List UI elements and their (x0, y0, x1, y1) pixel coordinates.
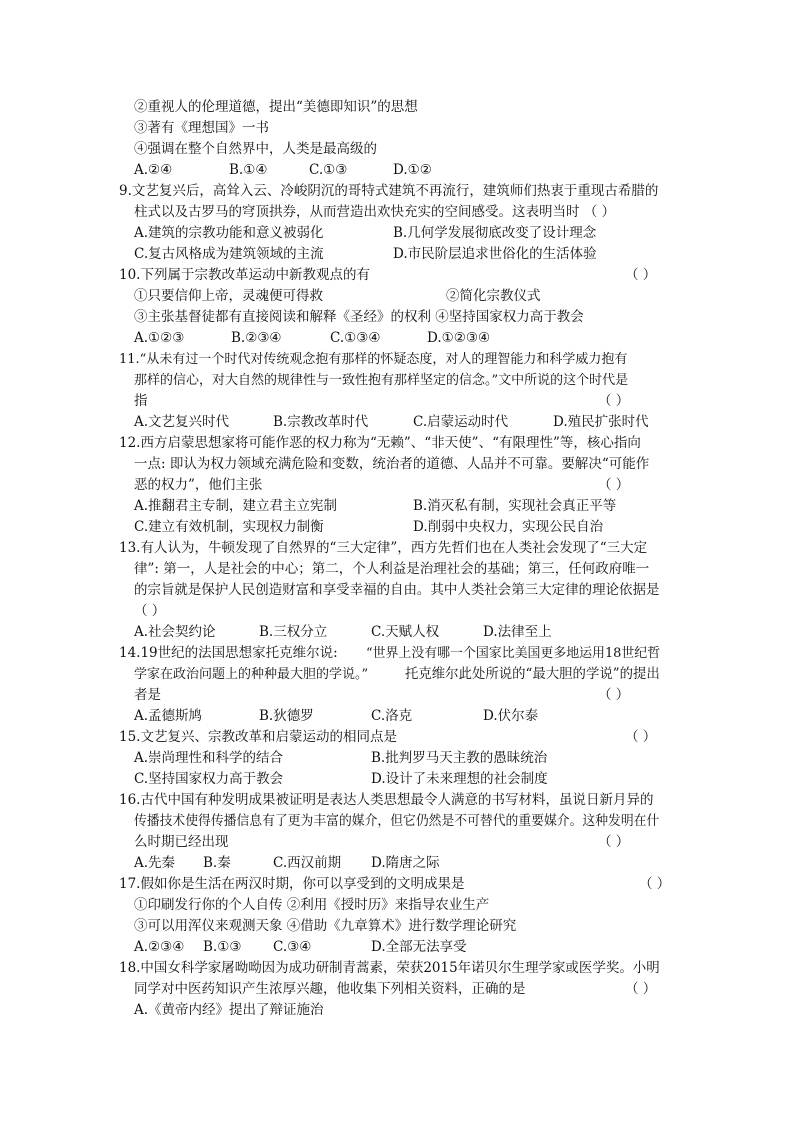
q15-stem: 15.文艺复兴、宗教改革和启蒙运动的相同点是 (119, 729, 397, 745)
q9-stem-line-2: 柱式以及古罗马的穹顶拱券，从而营造出欢快充实的空间感受。这表明当时 （ ） (134, 204, 616, 220)
q14-quote-line-2: 学家在政治问题上的种种最大胆的学说。” (134, 667, 369, 682)
q12-option-b: B.消灭私有制，实现社会真正平等 (413, 498, 617, 514)
q16-option-d: D.隋唐之际 (371, 855, 440, 871)
q15-option-b: B.批判罗马天主教的愚昧统治 (371, 750, 548, 766)
q13-option-c: C.天赋人权 (371, 624, 440, 640)
q16-option-c: C.西汉前期 (273, 855, 342, 871)
q17-option-c: C.③④ (273, 939, 312, 955)
q9-option-d: D.市民阶层追求世俗化的生活体验 (393, 246, 597, 262)
q13-stem-line-1: 13.有人认为，牛顿发现了自然界的“三大定律”，西方先哲们也在人类社会发现了“三大定 (119, 540, 648, 556)
q14-option-d: D.伏尔泰 (483, 708, 539, 724)
q14-stem-line-3: 者是 (134, 687, 161, 703)
q13-stem-line-3: 的宗旨就是保护人民创造财富和享受幸福的自由。其中人类社会第三大定律的理论依据是 (134, 582, 660, 598)
q18-option-a: A.《黄帝内经》提出了辩证施治 (134, 1002, 324, 1018)
q11-option-d: D.殖民扩张时代 (553, 414, 649, 430)
q17-stem: 17.假如你是生活在两汉时期，你可以享受到的文明成果是 (119, 876, 465, 892)
q8-statement-3: ③著有《理想国》一书 (134, 120, 269, 136)
q15-option-c: C.坚持国家权力高于教会 (134, 771, 284, 787)
q14-answer-blank: （ ） (598, 687, 630, 703)
q8-statement-2: ②重视人的伦理道德，提出“美德即知识”的思想 (134, 99, 418, 115)
q10-option-c: C.①③④ (330, 330, 381, 346)
q14-stem-line-2: 托克维尔此处所说的“最大胆的学说”的提出 (405, 666, 660, 682)
q16-option-a: A.先秦 (134, 855, 176, 871)
q11-stem-line-3: 指 (134, 393, 148, 409)
q11-stem-line-1: 11.“从未有过一个时代对传统观念抱有那样的怀疑态度，对人的理智能力和科学威力抱有 (119, 352, 628, 367)
q11-option-c: C.启蒙运动时代 (413, 414, 509, 430)
q16-stem-line-3: 么时期已经出现 (134, 834, 229, 850)
q18-stem-line-1: 18.中国女科学家屠呦呦因为成功研制青蒿素，荣获2015年诺贝尔生理学家或医学奖。小明 (119, 960, 660, 976)
q12-option-c: C.建立有效机制，实现权力制衡 (134, 519, 324, 535)
q12-stem-line-3: 恶的权力”，他们主张 (134, 477, 263, 493)
q11-stem-line-2: 那样的信心，对大自然的规律性与一致性抱有那样坚定的信念。”文中所说的这个时代是 (134, 373, 629, 388)
q17-option-a: A.②③④ (134, 939, 185, 955)
q14-quote-line-1: “世界上没有哪一个国家比美国更多地运用18世纪哲 (366, 646, 661, 661)
q11-answer-blank: （ ） (598, 393, 630, 409)
q8-option-c: C.①③ (309, 162, 348, 178)
q9-option-a: A.建筑的宗教功能和意义被弱化 (134, 225, 324, 241)
q9-option-b: B.几何学发展彻底改变了设计理念 (393, 225, 597, 241)
q17-statements-1-2: ①印刷发行你的个人自传 ②利用《授时历》来指导农业生产 (134, 897, 490, 913)
q8-statement-4: ④强调在整个自然界中，人类是最高级的 (134, 141, 377, 157)
q16-option-b: B.秦 (203, 855, 231, 871)
q15-option-d: D.设计了未来理想的社会制度 (371, 771, 548, 787)
q13-answer-blank: （ ） (134, 603, 166, 619)
q16-stem-line-2: 传播技术使得传播信息有了更为丰富的媒介，但它仍然是不可替代的重要媒介。这种发明在什 (134, 813, 660, 829)
q17-option-b: B.①③ (203, 939, 242, 955)
q10-statement-2: ②简化宗教仪式 (446, 288, 541, 304)
q14-option-a: A.孟德斯鸠 (134, 708, 203, 724)
q10-option-d: D.①②③④ (427, 330, 491, 346)
q13-option-b: B.三权分立 (259, 624, 328, 640)
q12-stem-line-2: 一点: 即认为权力领域充满危险和变数，统治者的道德、人品并不可靠。要解决“可能作 (134, 456, 650, 472)
q16-stem-line-1: 16.古代中国有种发明成果被证明是表达人类思想最令人满意的书写材料，虽说日新月异的 (119, 792, 654, 808)
q8-option-b: B.①④ (229, 162, 268, 178)
q12-option-d: D.削弱中央权力，实现公民自治 (413, 519, 604, 535)
q17-statements-3-4: ③可以用浑仪来观测天象 ④借助《九章算术》进行数学理论研究 (134, 918, 517, 934)
q14-option-b: B.狄德罗 (259, 708, 314, 724)
q14-stem-lead: 14.19世纪的法国思想家托克维尔说: (119, 645, 338, 661)
q8-option-a: A.②④ (134, 162, 173, 178)
q11-option-a: A.文艺复兴时代 (134, 414, 230, 430)
q13-option-d: D.法律至上 (483, 624, 552, 640)
q18-stem-line-2: 同学对中医药知识产生浓厚兴趣，他收集下列相关资料，正确的是 (134, 981, 526, 997)
q9-option-c: C.复古风格成为建筑领域的主流 (134, 246, 324, 262)
q10-stem: 10.下列属于宗教改革运动中新教观点的有 (119, 267, 370, 283)
q13-stem-line-2: 律”: 第一，人是社会的中心；第二，个人利益是治理社会的基础；第三，任何政府唯一 (134, 561, 650, 577)
q10-answer-blank: （ ） (625, 267, 657, 283)
q13-option-a: A.社会契约论 (134, 624, 216, 640)
q17-answer-blank: （ ） (639, 876, 671, 892)
q17-option-d: D.全部无法享受 (371, 939, 467, 955)
q12-stem-line-1: 12.西方启蒙思想家将可能作恶的权力称为“无赖”、“非天使”、“有限理性”等，核心指向 (119, 435, 641, 451)
q14-option-c: C.洛克 (371, 708, 413, 724)
q16-answer-blank: （ ） (598, 834, 630, 850)
q10-option-b: B.②③④ (231, 330, 282, 346)
q10-option-a: A.①②③ (134, 330, 185, 346)
q11-option-b: B.宗教改革时代 (273, 414, 369, 430)
q9-stem-line-1: 9.文艺复兴后，高耸入云、冷峻阴沉的哥特式建筑不再流行，建筑师们热衷于重现古希腊的 (119, 183, 659, 199)
q12-option-a: A.推翻君主专制，建立君主立宪制 (134, 498, 338, 514)
q15-answer-blank: （ ） (625, 729, 657, 745)
q8-option-d: D.①② (393, 162, 432, 178)
q15-option-a: A.崇尚理性和科学的结合 (134, 750, 284, 766)
q12-answer-blank: （ ） (598, 477, 630, 493)
q10-statement-3-4: ③主张基督徒都有直接阅读和解释《圣经》的权利 ④坚持国家权力高于教会 (134, 309, 584, 325)
q10-statement-1: ①只要信仰上帝，灵魂便可得救 (134, 288, 323, 304)
q18-answer-blank: （ ） (625, 981, 657, 997)
